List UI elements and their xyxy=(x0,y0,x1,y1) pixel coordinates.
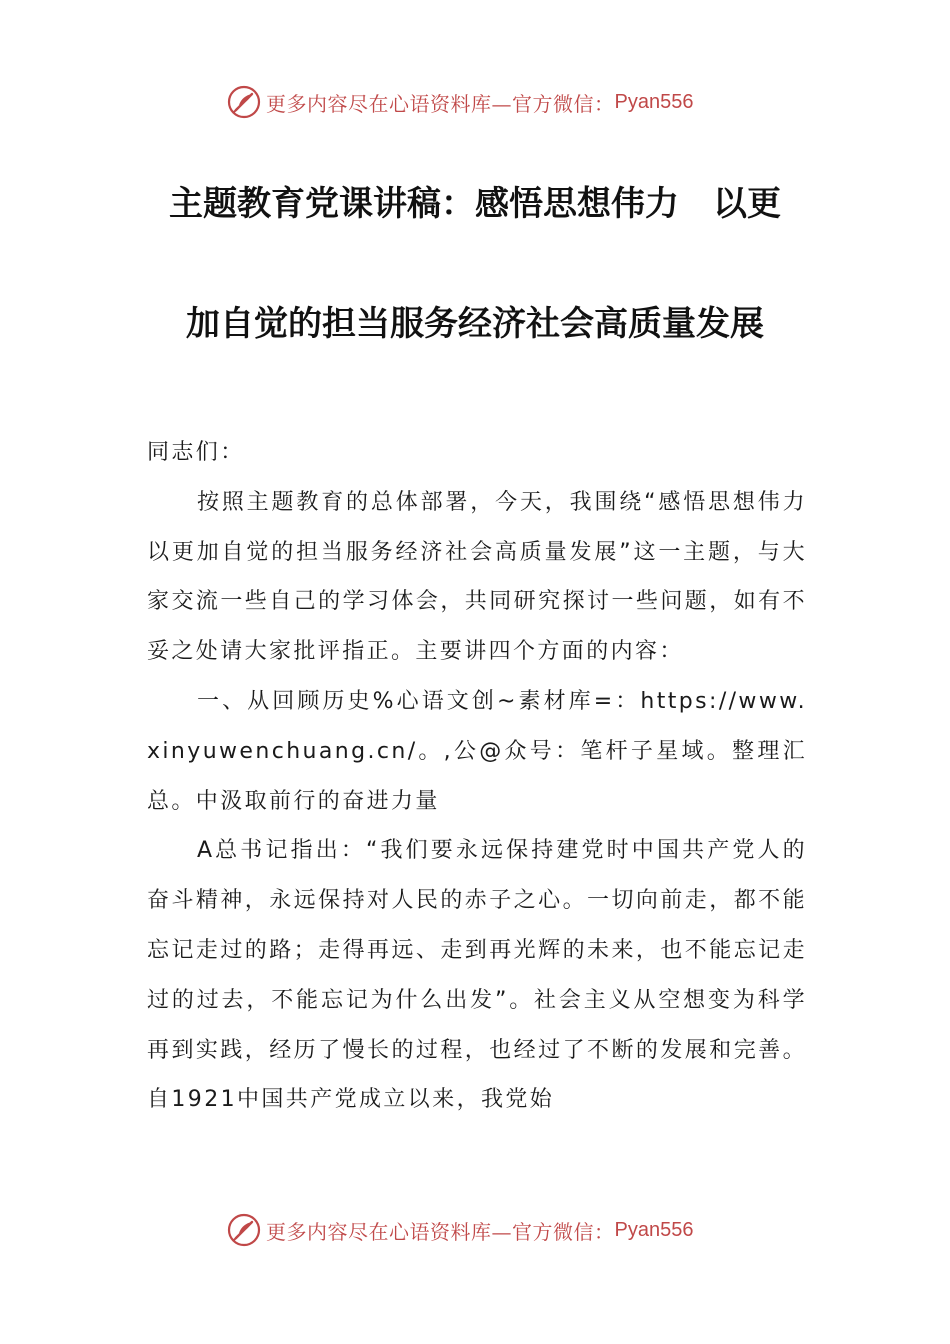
header-watermark xyxy=(226,82,746,122)
document-body xyxy=(147,428,807,1125)
watermark-text: 更多内容尽在心语资料库—官方微信： xyxy=(266,91,615,116)
watermark-text: 更多内容尽在心语资料库—官方微信： xyxy=(266,1219,615,1244)
greeting: 同志们： xyxy=(147,440,245,465)
watermark-wechat-id: Pyan556 xyxy=(614,90,694,113)
footer-watermark xyxy=(226,1210,746,1250)
quill-logo-icon xyxy=(226,84,262,120)
paragraph-intro: 按照主题教育的总体部署，今天，我围绕“感悟思想伟力 以更加自觉的担当服务经济社会高质量发展”这一主题，与大家交流一些自己的学习体会，共同研究探讨一些问题，如有不妥之处请大家批评指正。主要讲四个方面的内容： xyxy=(147,489,807,665)
document-title-line-1: 主题教育党课讲稿：感悟思想伟力 以更 xyxy=(169,184,781,224)
quill-logo-icon xyxy=(226,1212,262,1248)
paragraph-section-one-heading: 一、从回顾历史%心语文创~素材库=：https://www.xinyuwenchuang.cn/。,公@众号：笔杆子星域。整理汇总。中汲取前行的奋进力量 xyxy=(147,688,807,814)
document-title-line-2: 加自觉的担当服务经济社会高质量发展 xyxy=(186,304,764,344)
watermark-wechat-id: Pyan556 xyxy=(614,1218,694,1241)
paragraph-quote: A总书记指出：“我们要永远保持建党时中国共产党人的奋斗精神，永远保持对人民的赤子之心。一切向前走，都不能忘记走过的路；走得再远、走到再光辉的未来，也不能忘记走过的过去，不能忘记为什么出发”。社会主义从空想变为科学再到实践，经历了慢长的过程，也经过了不断的发展和完善。自1921中国共产党成立以来，我党始 xyxy=(147,838,807,1113)
